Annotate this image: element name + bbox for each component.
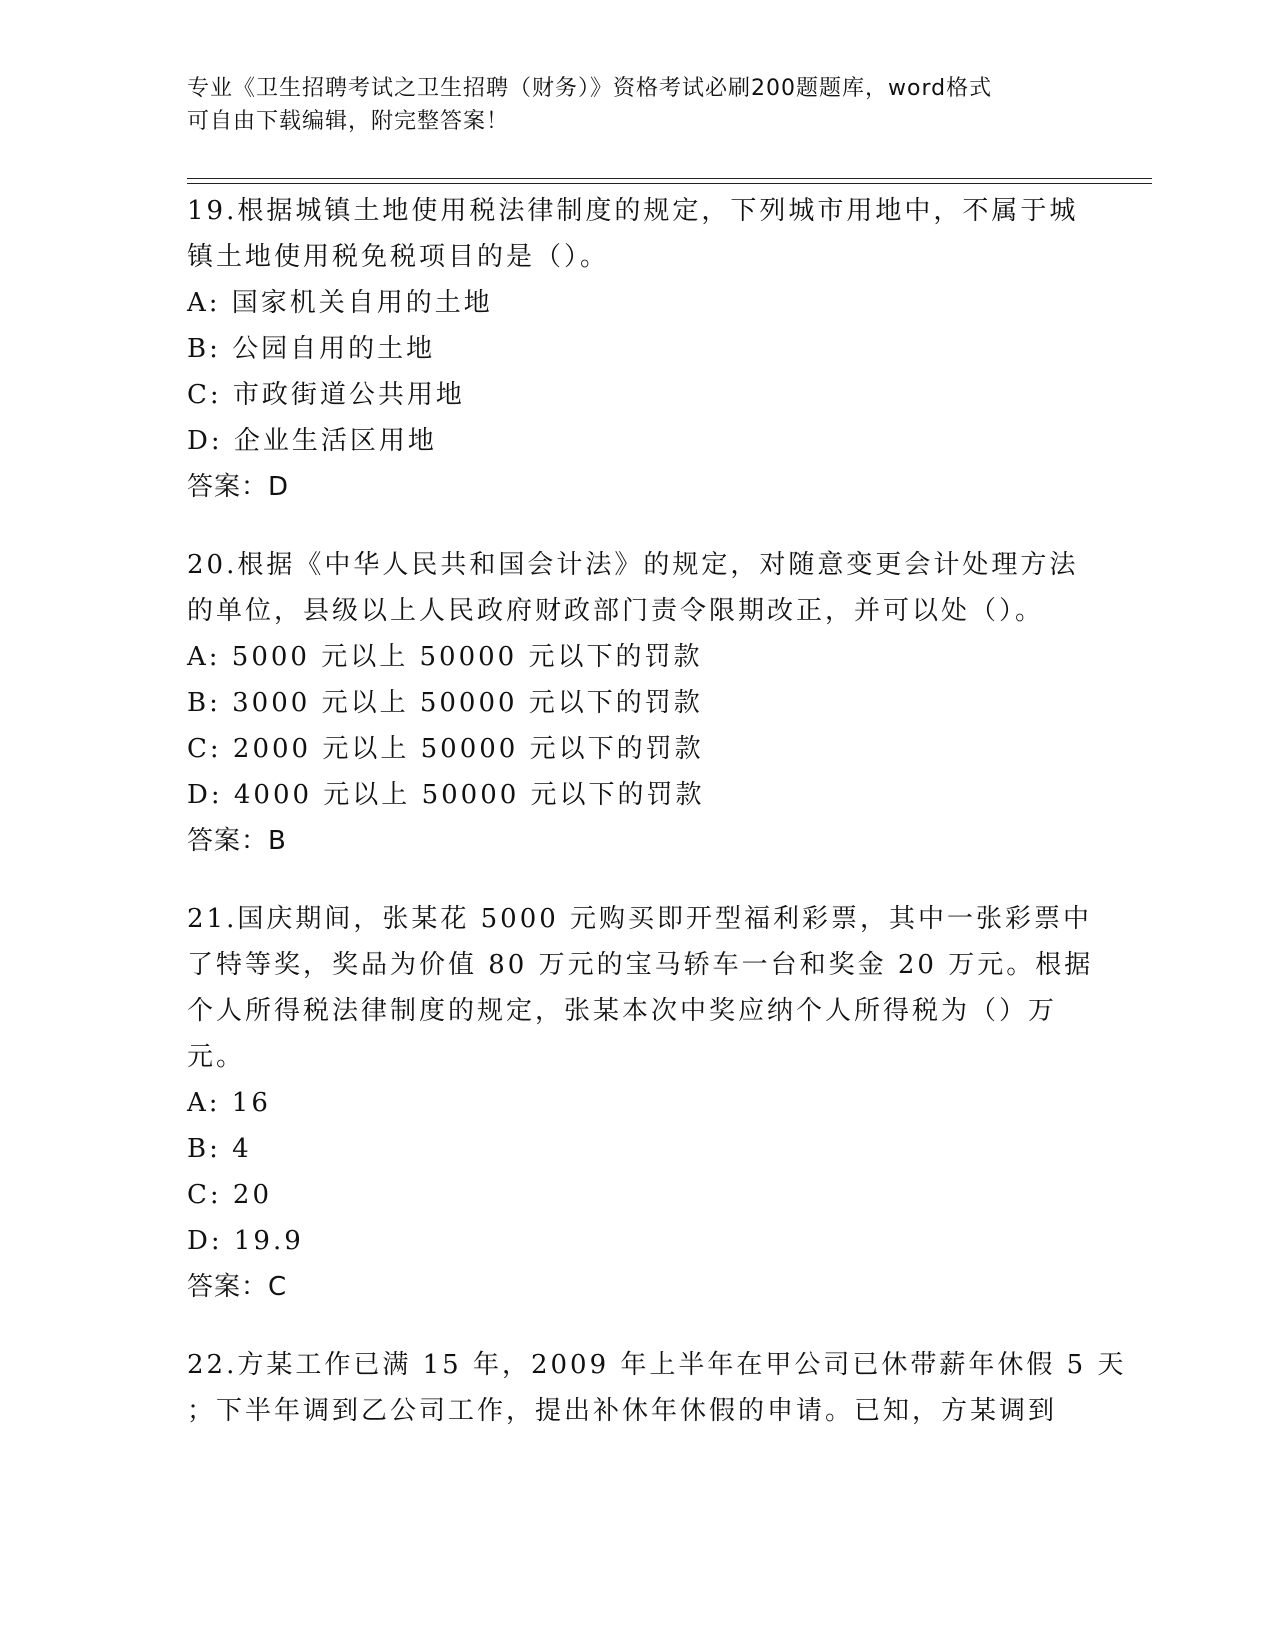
question-stem-line: 19.根据城镇土地使用税法律制度的规定，下列城市用地中，不属于城 <box>187 196 1079 226</box>
document-header <box>187 72 1087 138</box>
option-b: B: 公园自用的土地 <box>187 334 436 364</box>
header-line-2: 可自由下载编辑，附完整答案！ <box>187 109 510 134</box>
header-line-1: 专业《卫生招聘考试之卫生招聘（财务）》资格考试必刷200题题库，word格式 <box>187 76 993 101</box>
question-stem-line: 个人所得税法律制度的规定，张某本次中奖应纳个人所得税为（）万 <box>187 996 1058 1026</box>
question-21 <box>187 896 1094 1310</box>
answer: 答案：C <box>187 1272 288 1302</box>
option-d: D: 企业生活区用地 <box>187 426 437 456</box>
option-d: D: 4000 元以上 50000 元以下的罚款 <box>187 780 705 810</box>
answer: 答案：B <box>187 826 287 856</box>
question-stem-line: 了特等奖，奖品为价值 80 万元的宝马轿车一台和奖金 20 万元。根据 <box>187 950 1094 980</box>
option-a: A: 国家机关自用的土地 <box>187 288 493 318</box>
option-c: C: 市政街道公共用地 <box>187 380 465 410</box>
question-stem-line: 镇土地使用税免税项目的是（）。 <box>187 242 610 272</box>
question-20 <box>187 542 1087 864</box>
option-d: D: 19.9 <box>187 1226 304 1256</box>
option-b: B: 4 <box>187 1134 252 1164</box>
header-divider-top <box>187 178 1152 179</box>
question-list <box>187 188 1127 1466</box>
answer: 答案：D <box>187 472 290 502</box>
option-b: B: 3000 元以上 50000 元以下的罚款 <box>187 688 703 718</box>
question-stem-line: ；下半年调到乙公司工作，提出补休年休假的申请。已知，方某调到 <box>187 1396 1058 1426</box>
option-c: C: 20 <box>187 1180 273 1210</box>
question-22 <box>187 1342 1127 1434</box>
question-stem-line: 元。 <box>187 1042 246 1072</box>
question-19 <box>187 188 1087 510</box>
question-stem-line: 21.国庆期间，张某花 5000 元购买即开型福利彩票，其中一张彩票中 <box>187 904 1093 934</box>
question-stem-line: 20.根据《中华人民共和国会计法》的规定，对随意变更会计处理方法 <box>187 550 1079 580</box>
option-a: A: 16 <box>187 1088 271 1118</box>
question-stem-line: 22.方某工作已满 15 年，2009 年上半年在甲公司已休带薪年休假 5 天 <box>187 1350 1127 1380</box>
option-a: A: 5000 元以上 50000 元以下的罚款 <box>187 642 703 672</box>
header-divider-bottom <box>187 183 1152 184</box>
question-stem-line: 的单位，县级以上人民政府财政部门责令限期改正，并可以处（）。 <box>187 596 1045 626</box>
option-c: C: 2000 元以上 50000 元以下的罚款 <box>187 734 704 764</box>
